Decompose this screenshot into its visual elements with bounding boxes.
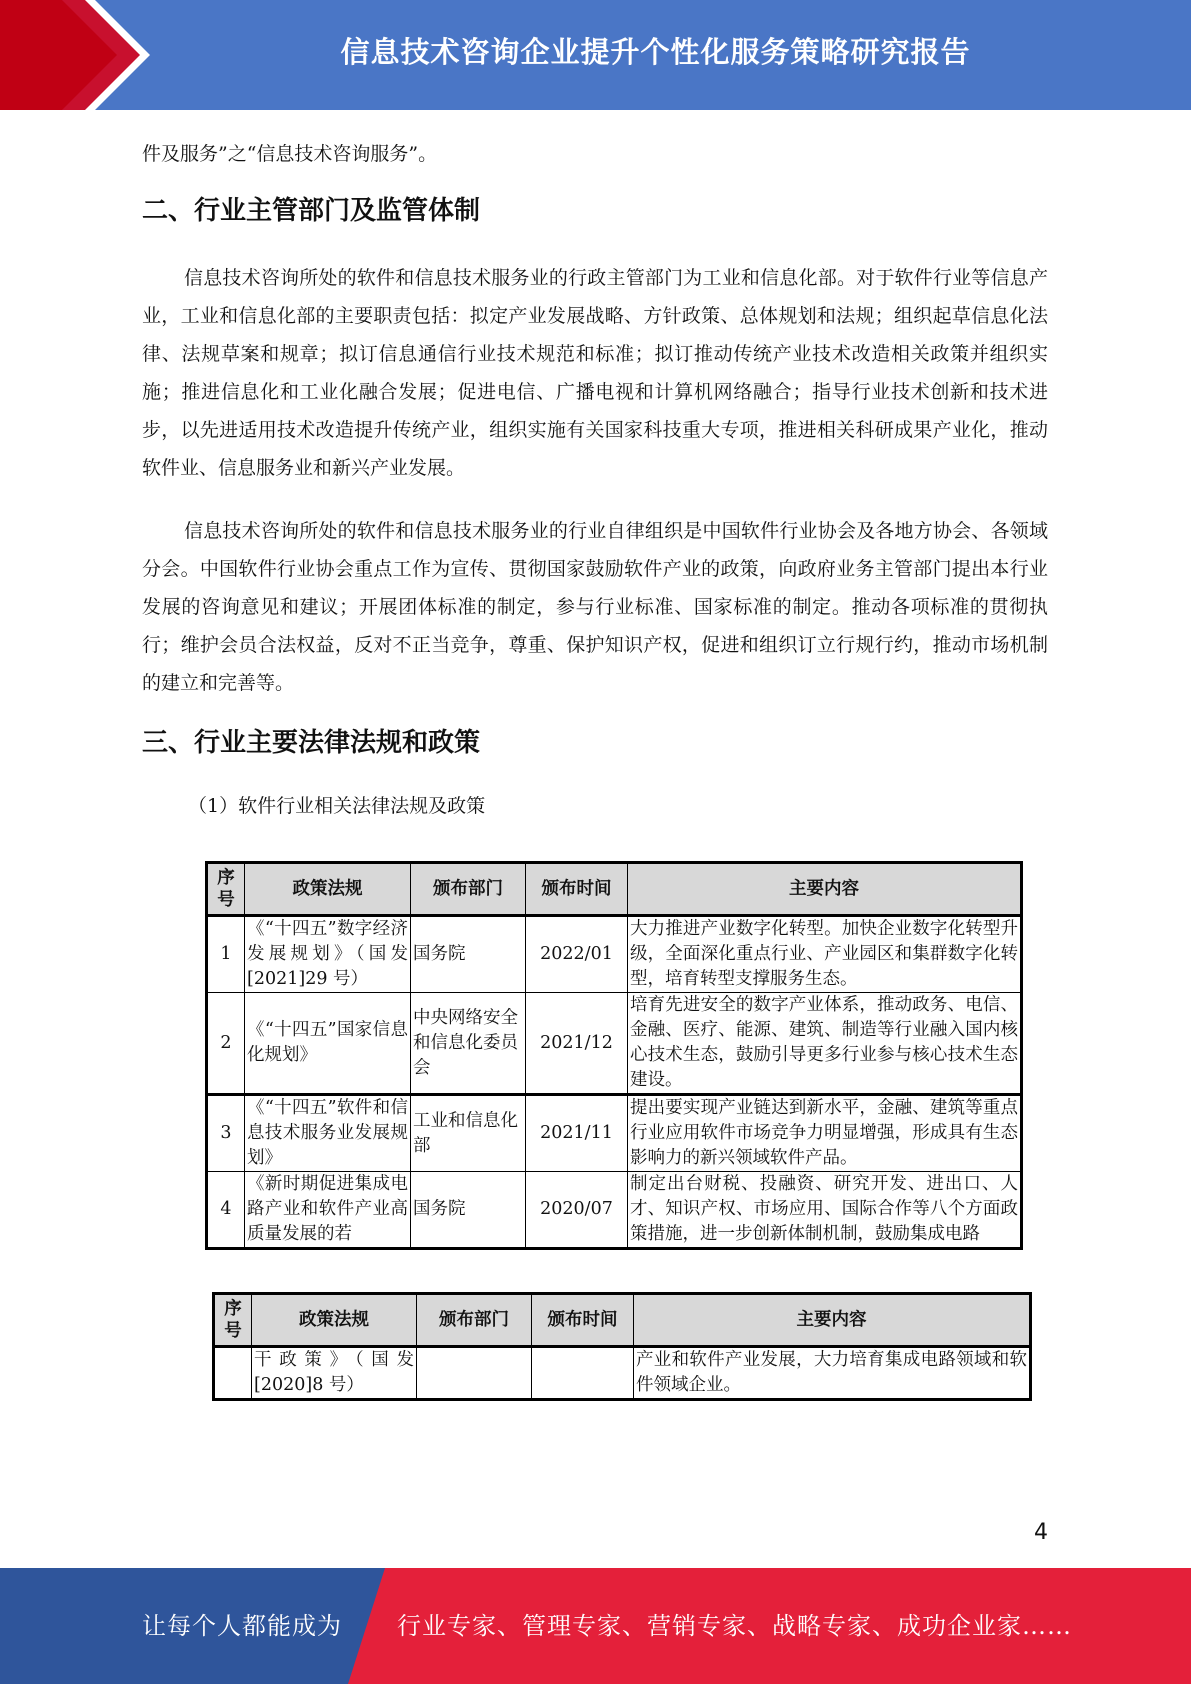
paragraph-authority: 信息技术咨询所处的软件和信息技术服务业的行政主管部门为工业和信息化部。对于软件行业等信息产业，工业和信息化部的主要职责包括：拟定产业发展战略、方针政策、总体规划和法规；组织起草信息化法律、法规草案和规章；拟订信息通信行业技术规范和标准；拟订推动传统产业技术改造相关政策并组织实施；推进信息化和工业化融合发展；促进电信、广播电视和计算机网络融合；指导行业技术创新和技术进步，以先进适用技术改造提升传统产业，组织实施有关国家科技重大专项，推进相关科研成果产业化，推动软件业、信息服务业和新兴产业发展。	[142, 267, 1048, 479]
cell-department: 中央网络安全和信息化委员会	[411, 993, 526, 1095]
cell-department	[417, 1347, 532, 1400]
cell-department: 国务院	[411, 1172, 526, 1249]
table-header-row	[214, 1294, 1031, 1347]
table-row	[207, 916, 1022, 993]
cell-seq: 2	[207, 993, 245, 1095]
section-heading-regulatory: 二、行业主管部门及监管体制	[142, 196, 481, 226]
cell-date	[532, 1347, 634, 1400]
subheading-software-policies: （1）软件行业相关法律法规及政策	[188, 795, 486, 817]
report-title: 信息技术咨询企业提升个性化服务策略研究报告	[340, 34, 971, 69]
cell-content: 提出要实现产业链达到新水平，金融、建筑等重点行业应用软件市场竞争力明显增强，形成具有生态影响力的新兴领域软件产品。	[628, 1095, 1022, 1172]
policy-table	[205, 861, 1023, 1250]
cell-date: 2021/11	[526, 1095, 628, 1172]
page-footer	[0, 1568, 1191, 1684]
cell-content: 培育先进安全的数字产业体系，推动政务、电信、金融、医疗、能源、建筑、制造等行业融入国内核心技术生态，鼓励引导更多行业参与核心技术生态建设。	[628, 993, 1022, 1095]
header-date: 颁布时间	[526, 863, 628, 916]
header-policy: 政策法规	[252, 1294, 417, 1347]
cell-policy: 《“十四五”数字经济发展规划》（国发[2021]29 号）	[245, 916, 411, 993]
table-row	[214, 1347, 1031, 1400]
header-content: 主要内容	[628, 863, 1022, 916]
cell-seq: 4	[207, 1172, 245, 1249]
cell-policy: 干政策》（国发[2020]8 号）	[252, 1347, 417, 1400]
header-policy: 政策法规	[245, 863, 411, 916]
cell-date: 2020/07	[526, 1172, 628, 1249]
page-header	[0, 0, 1191, 110]
header-department: 颁布部门	[411, 863, 526, 916]
cell-date: 2021/12	[526, 993, 628, 1095]
cell-content: 产业和软件产业发展，大力培育集成电路领域和软件领域企业。	[634, 1347, 1031, 1400]
page-number: 4	[1034, 1520, 1048, 1545]
footer-slogan-left: 让每个人都能成为	[142, 1612, 342, 1640]
header-content: 主要内容	[634, 1294, 1031, 1347]
cell-policy: 《“十四五”软件和信息技术服务业发展规划》	[245, 1095, 411, 1172]
table-row	[207, 993, 1022, 1095]
table-header-row	[207, 863, 1022, 916]
cell-department: 国务院	[411, 916, 526, 993]
cell-content: 大力推进产业数字化转型。加快企业数字化转型升级，全面深化重点行业、产业园区和集群数字化转型，培育转型支撑服务生态。	[628, 916, 1022, 993]
paragraph-self-regulation: 信息技术咨询所处的软件和信息技术服务业的行业自律组织是中国软件行业协会及各地方协会、各领域分会。中国软件行业协会重点工作为宣传、贯彻国家鼓励软件产业的政策，向政府业务主管部门提出本行业发展的咨询意见和建议；开展团体标准的制定，参与行业标准、国家标准的制定。推动各项标准的贯彻执行；维护会员合法权益，反对不正当竞争，尊重、保护知识产权，促进和组织订立行规行约，推动市场机制的建立和完善等。	[142, 520, 1048, 694]
cell-policy: 《新时期促进集成电路产业和软件产业高质量发展的若	[245, 1172, 411, 1249]
cell-seq	[214, 1347, 252, 1400]
table-row	[207, 1095, 1022, 1172]
header-date: 颁布时间	[532, 1294, 634, 1347]
cell-policy: 《“十四五”国家信息化规划》	[245, 993, 411, 1095]
header-seq: 序号	[207, 863, 245, 916]
header-department: 颁布部门	[417, 1294, 532, 1347]
header-chevron-decoration	[0, 0, 150, 110]
footer-slogan-right: 行业专家、管理专家、营销专家、战略专家、成功企业家……	[397, 1612, 1072, 1640]
cell-seq: 3	[207, 1095, 245, 1172]
header-seq: 序号	[214, 1294, 252, 1347]
cell-content: 制定出台财税、投融资、研究开发、进出口、人才、知识产权、市场应用、国际合作等八个方面政策措施，进一步创新体制机制，鼓励集成电路	[628, 1172, 1022, 1249]
policy-table-continued	[212, 1292, 1032, 1401]
section-heading-laws: 三、行业主要法律法规和政策	[142, 728, 481, 758]
cell-department: 工业和信息化部	[411, 1095, 526, 1172]
intro-line: 件及服务”之“信息技术咨询服务”。	[142, 143, 438, 165]
cell-seq: 1	[207, 916, 245, 993]
table-row	[207, 1172, 1022, 1249]
cell-date: 2022/01	[526, 916, 628, 993]
